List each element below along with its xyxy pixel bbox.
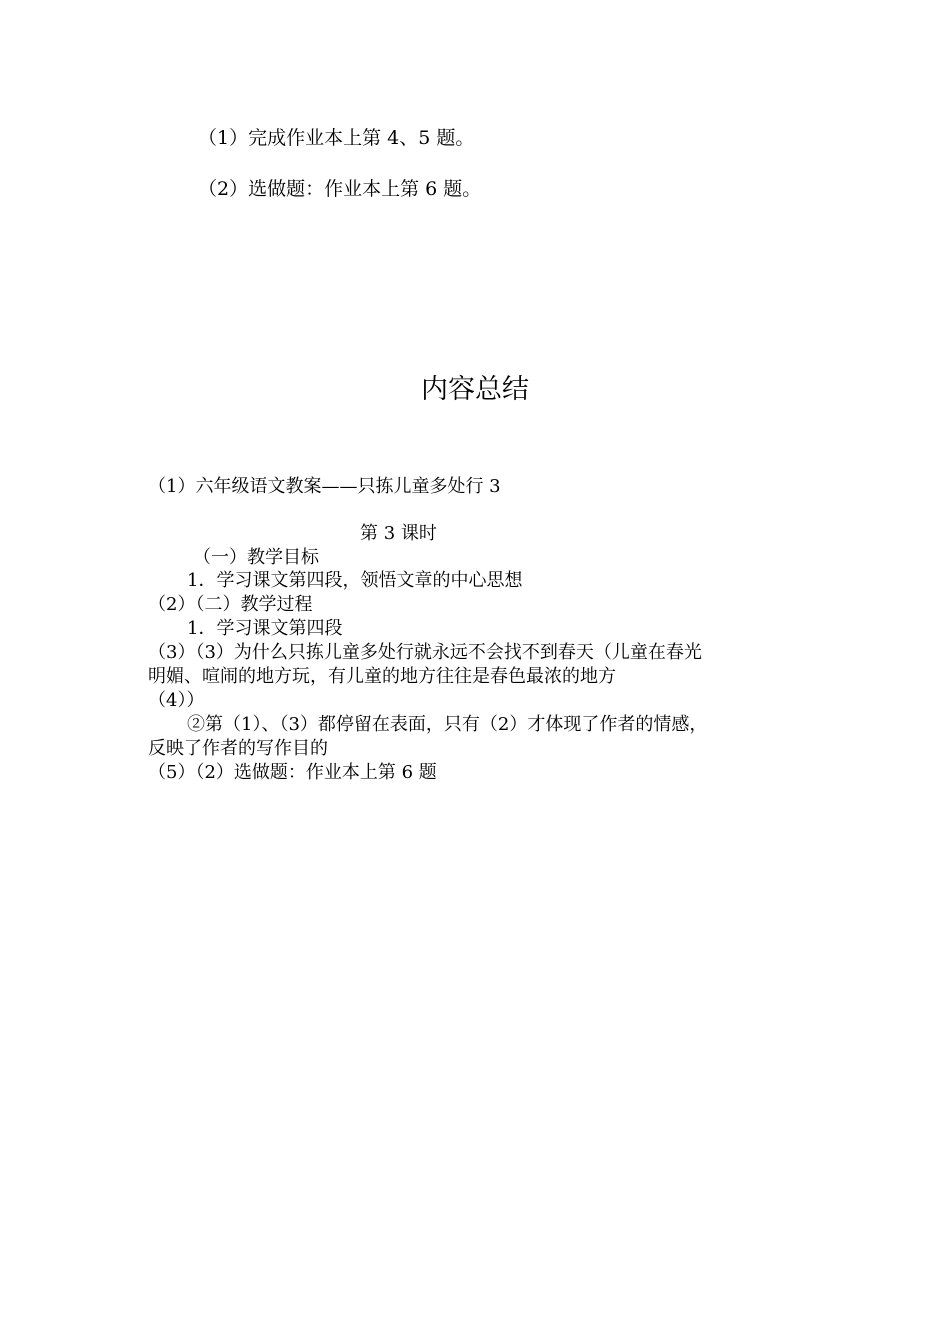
summary-line: （5）（2）选做题：作业本上第 6 题 bbox=[148, 762, 437, 783]
summary-line: 反映了作者的写作目的 bbox=[148, 738, 328, 759]
homework-item-2: （2）选做题：作业本上第 6 题。 bbox=[198, 178, 482, 200]
summary-line: ②第（1）、（3）都停留在表面，只有（2）才体现了作者的情感， bbox=[187, 714, 708, 735]
homework-item-1: （1）完成作业本上第 4、5 题。 bbox=[198, 127, 475, 149]
summary-line: 1．学习课文第四段 bbox=[187, 618, 343, 639]
summary-title: 内容总结 bbox=[421, 374, 529, 405]
summary-line: （1）六年级语文教案——只拣儿童多处行 3 bbox=[148, 476, 501, 497]
summary-line: （2）（二）教学过程 bbox=[148, 594, 313, 615]
summary-line: 1．学习课文第四段，领悟文章的中心思想 bbox=[187, 570, 523, 591]
summary-line: （4）） bbox=[148, 690, 205, 711]
summary-line: 明媚、喧闹的地方玩，有儿童的地方往往是春色最浓的地方 bbox=[148, 666, 616, 687]
summary-line: （3）（3）为什么只拣儿童多处行就永远不会找不到春天（儿童在春光 bbox=[148, 642, 702, 663]
lesson-period: 第 3 课时 bbox=[360, 523, 437, 544]
section-heading: （一）教学目标 bbox=[193, 547, 319, 568]
